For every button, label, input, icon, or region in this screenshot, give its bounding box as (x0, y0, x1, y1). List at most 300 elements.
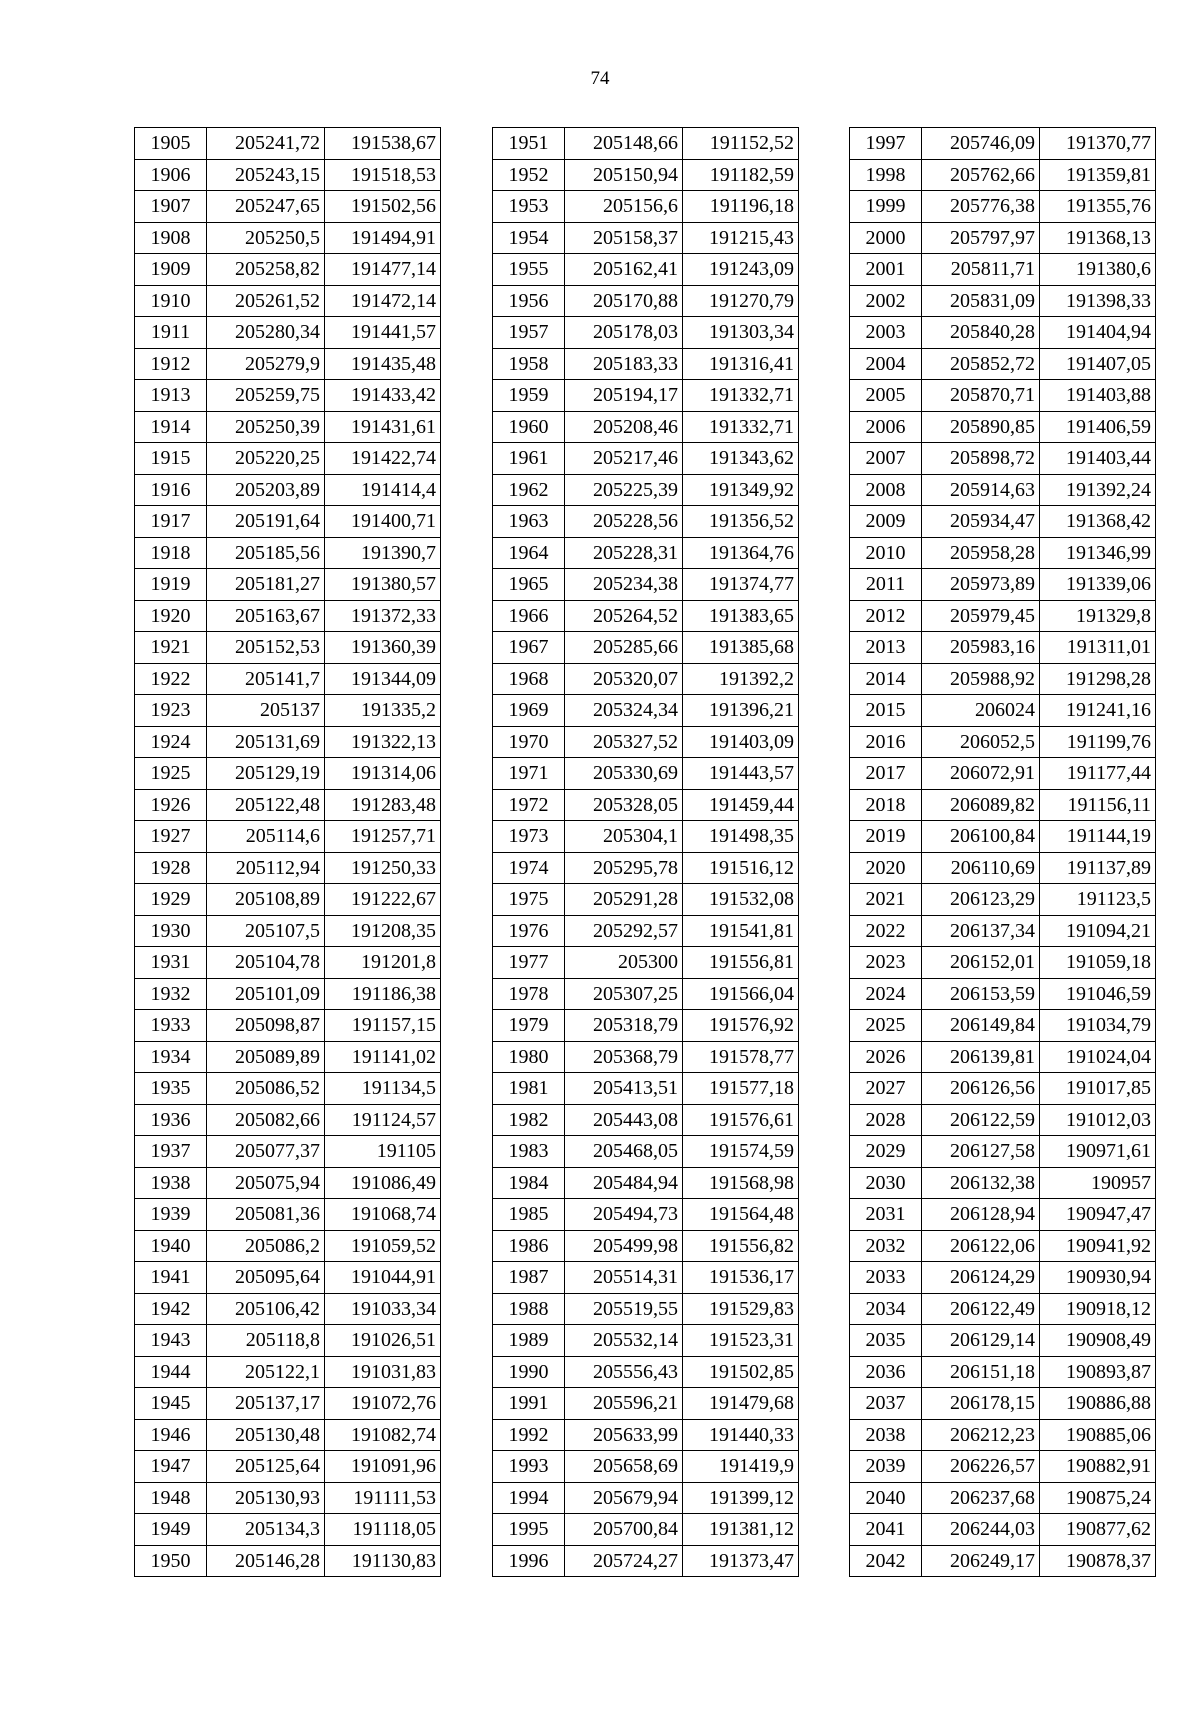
point-number-cell: 1922 (135, 663, 207, 695)
table-row (850, 1041, 1156, 1073)
y-coordinate-cell: 191118,05 (325, 1514, 441, 1546)
y-coordinate-cell: 191477,14 (325, 254, 441, 286)
y-coordinate-cell: 191130,83 (325, 1545, 441, 1577)
table-row (850, 1167, 1156, 1199)
y-coordinate-cell: 191392,24 (1040, 474, 1156, 506)
table-row (135, 1482, 441, 1514)
y-coordinate-cell: 191257,71 (325, 821, 441, 853)
point-number-cell: 1952 (493, 159, 565, 191)
y-coordinate-cell: 191199,76 (1040, 726, 1156, 758)
table-row (135, 947, 441, 979)
x-coordinate-cell: 205220,25 (207, 443, 325, 475)
x-coordinate-cell: 205098,87 (207, 1010, 325, 1042)
table-row (850, 600, 1156, 632)
table-row (850, 726, 1156, 758)
y-coordinate-cell: 191208,35 (325, 915, 441, 947)
point-number-cell: 1945 (135, 1388, 207, 1420)
table-row (850, 1356, 1156, 1388)
x-coordinate-cell: 205514,31 (565, 1262, 683, 1294)
x-coordinate-cell: 205130,48 (207, 1419, 325, 1451)
point-number-cell: 1957 (493, 317, 565, 349)
y-coordinate-cell: 191368,13 (1040, 222, 1156, 254)
point-number-cell: 2020 (850, 852, 922, 884)
point-number-cell: 1972 (493, 789, 565, 821)
y-coordinate-cell: 190875,24 (1040, 1482, 1156, 1514)
point-number-cell: 1910 (135, 285, 207, 317)
x-coordinate-cell: 205324,34 (565, 695, 683, 727)
x-coordinate-cell: 205095,64 (207, 1262, 325, 1294)
y-coordinate-cell: 191392,2 (683, 663, 799, 695)
y-coordinate-cell: 191576,61 (683, 1104, 799, 1136)
table-row (135, 600, 441, 632)
point-number-cell: 1987 (493, 1262, 565, 1294)
table-row (135, 852, 441, 884)
point-number-cell: 1978 (493, 978, 565, 1010)
point-number-cell: 1906 (135, 159, 207, 191)
y-coordinate-cell: 191134,5 (325, 1073, 441, 1105)
table-row (850, 1514, 1156, 1546)
point-number-cell: 2038 (850, 1419, 922, 1451)
y-coordinate-cell: 190908,49 (1040, 1325, 1156, 1357)
point-number-cell: 2008 (850, 474, 922, 506)
y-coordinate-cell: 191033,34 (325, 1293, 441, 1325)
y-coordinate-cell: 191243,09 (683, 254, 799, 286)
y-coordinate-cell: 191316,41 (683, 348, 799, 380)
x-coordinate-cell: 206153,59 (922, 978, 1040, 1010)
y-coordinate-cell: 190886,88 (1040, 1388, 1156, 1420)
x-coordinate-cell: 205292,57 (565, 915, 683, 947)
x-coordinate-cell: 205958,28 (922, 537, 1040, 569)
point-number-cell: 2019 (850, 821, 922, 853)
point-number-cell: 1942 (135, 1293, 207, 1325)
table-row (850, 695, 1156, 727)
y-coordinate-cell: 191403,44 (1040, 443, 1156, 475)
table-row (135, 663, 441, 695)
point-number-cell: 1996 (493, 1545, 565, 1577)
point-number-cell: 2034 (850, 1293, 922, 1325)
x-coordinate-cell: 205118,8 (207, 1325, 325, 1357)
table-row (850, 1073, 1156, 1105)
x-coordinate-cell: 205104,78 (207, 947, 325, 979)
point-number-cell: 1918 (135, 537, 207, 569)
x-coordinate-cell: 205250,39 (207, 411, 325, 443)
point-number-cell: 2042 (850, 1545, 922, 1577)
point-number-cell: 1953 (493, 191, 565, 223)
x-coordinate-cell: 205208,46 (565, 411, 683, 443)
x-coordinate-cell: 205134,3 (207, 1514, 325, 1546)
y-coordinate-cell: 191082,74 (325, 1419, 441, 1451)
point-number-cell: 1964 (493, 537, 565, 569)
x-coordinate-cell: 205162,41 (565, 254, 683, 286)
table-row (493, 569, 799, 601)
x-coordinate-cell: 205130,93 (207, 1482, 325, 1514)
table-row (493, 1419, 799, 1451)
table-row (850, 915, 1156, 947)
y-coordinate-cell: 191459,44 (683, 789, 799, 821)
point-number-cell: 2007 (850, 443, 922, 475)
x-coordinate-cell: 205307,25 (565, 978, 683, 1010)
table-row (850, 1388, 1156, 1420)
point-number-cell: 1934 (135, 1041, 207, 1073)
y-coordinate-cell: 191529,83 (683, 1293, 799, 1325)
point-number-cell: 1936 (135, 1104, 207, 1136)
point-number-cell: 1986 (493, 1230, 565, 1262)
point-number-cell: 1969 (493, 695, 565, 727)
y-coordinate-cell: 190941,92 (1040, 1230, 1156, 1262)
x-coordinate-cell: 205217,46 (565, 443, 683, 475)
x-coordinate-cell: 205075,94 (207, 1167, 325, 1199)
point-number-cell: 2031 (850, 1199, 922, 1231)
point-number-cell: 1932 (135, 978, 207, 1010)
point-number-cell: 1909 (135, 254, 207, 286)
point-number-cell: 1983 (493, 1136, 565, 1168)
y-coordinate-cell: 191385,68 (683, 632, 799, 664)
point-number-cell: 1970 (493, 726, 565, 758)
y-coordinate-cell: 191346,99 (1040, 537, 1156, 569)
table-row (493, 978, 799, 1010)
table-row (850, 474, 1156, 506)
point-number-cell: 1927 (135, 821, 207, 853)
table-row (850, 411, 1156, 443)
table-row (493, 537, 799, 569)
x-coordinate-cell: 206123,29 (922, 884, 1040, 916)
y-coordinate-cell: 191370,77 (1040, 128, 1156, 160)
x-coordinate-cell: 205852,72 (922, 348, 1040, 380)
point-number-cell: 1984 (493, 1167, 565, 1199)
x-coordinate-cell: 205979,45 (922, 600, 1040, 632)
table-row (135, 443, 441, 475)
y-coordinate-cell: 191182,59 (683, 159, 799, 191)
y-coordinate-cell: 191518,53 (325, 159, 441, 191)
x-coordinate-cell: 205840,28 (922, 317, 1040, 349)
x-coordinate-cell: 205259,75 (207, 380, 325, 412)
table-row (850, 285, 1156, 317)
point-number-cell: 1994 (493, 1482, 565, 1514)
point-number-cell: 1955 (493, 254, 565, 286)
x-coordinate-cell: 205156,6 (565, 191, 683, 223)
point-number-cell: 1929 (135, 884, 207, 916)
y-coordinate-cell: 191400,71 (325, 506, 441, 538)
y-coordinate-cell: 191031,83 (325, 1356, 441, 1388)
y-coordinate-cell: 191390,7 (325, 537, 441, 569)
table-row (135, 915, 441, 947)
table-row (850, 537, 1156, 569)
table-row (493, 884, 799, 916)
table-row (493, 852, 799, 884)
y-coordinate-cell: 191355,76 (1040, 191, 1156, 223)
table-row (135, 1167, 441, 1199)
point-number-cell: 1947 (135, 1451, 207, 1483)
table-row (135, 726, 441, 758)
table-row (135, 128, 441, 160)
x-coordinate-cell: 205089,89 (207, 1041, 325, 1073)
point-number-cell: 1973 (493, 821, 565, 853)
point-number-cell: 1956 (493, 285, 565, 317)
x-coordinate-cell: 206212,23 (922, 1419, 1040, 1451)
point-number-cell: 1912 (135, 348, 207, 380)
x-coordinate-cell: 205300 (565, 947, 683, 979)
y-coordinate-cell: 191215,43 (683, 222, 799, 254)
y-coordinate-cell: 191086,49 (325, 1167, 441, 1199)
x-coordinate-cell: 205658,69 (565, 1451, 683, 1483)
table-row (850, 1230, 1156, 1262)
table-row (493, 821, 799, 853)
x-coordinate-cell: 205250,5 (207, 222, 325, 254)
x-coordinate-cell: 206226,57 (922, 1451, 1040, 1483)
y-coordinate-cell: 191399,12 (683, 1482, 799, 1514)
table-row (493, 443, 799, 475)
x-coordinate-cell: 206089,82 (922, 789, 1040, 821)
y-coordinate-cell: 190957 (1040, 1167, 1156, 1199)
y-coordinate-cell: 191322,13 (325, 726, 441, 758)
x-coordinate-cell: 205368,79 (565, 1041, 683, 1073)
table-row (493, 1388, 799, 1420)
y-coordinate-cell: 191156,11 (1040, 789, 1156, 821)
table-row (135, 758, 441, 790)
point-number-cell: 1980 (493, 1041, 565, 1073)
y-coordinate-cell: 191403,09 (683, 726, 799, 758)
table-row (850, 254, 1156, 286)
table-row (850, 569, 1156, 601)
x-coordinate-cell: 205499,98 (565, 1230, 683, 1262)
table-row (135, 1419, 441, 1451)
x-coordinate-cell: 206249,17 (922, 1545, 1040, 1577)
point-number-cell: 1935 (135, 1073, 207, 1105)
x-coordinate-cell: 205532,14 (565, 1325, 683, 1357)
x-coordinate-cell: 206244,03 (922, 1514, 1040, 1546)
point-number-cell: 2013 (850, 632, 922, 664)
y-coordinate-cell: 191314,06 (325, 758, 441, 790)
y-coordinate-cell: 191380,6 (1040, 254, 1156, 286)
y-coordinate-cell: 191124,57 (325, 1104, 441, 1136)
y-coordinate-cell: 191433,42 (325, 380, 441, 412)
x-coordinate-cell: 205797,97 (922, 222, 1040, 254)
x-coordinate-cell: 205679,94 (565, 1482, 683, 1514)
table-row (850, 1199, 1156, 1231)
x-coordinate-cell: 206151,18 (922, 1356, 1040, 1388)
table-row (850, 852, 1156, 884)
point-number-cell: 1975 (493, 884, 565, 916)
x-coordinate-cell: 205468,05 (565, 1136, 683, 1168)
x-coordinate-cell: 205086,2 (207, 1230, 325, 1262)
point-number-cell: 1913 (135, 380, 207, 412)
x-coordinate-cell: 205776,38 (922, 191, 1040, 223)
y-coordinate-cell: 191332,71 (683, 380, 799, 412)
x-coordinate-cell: 205264,52 (565, 600, 683, 632)
x-coordinate-cell: 205746,09 (922, 128, 1040, 160)
table-row (135, 632, 441, 664)
table-row (493, 1262, 799, 1294)
point-number-cell: 2035 (850, 1325, 922, 1357)
point-number-cell: 1993 (493, 1451, 565, 1483)
x-coordinate-cell: 205327,52 (565, 726, 683, 758)
point-number-cell: 2018 (850, 789, 922, 821)
y-coordinate-cell: 191186,38 (325, 978, 441, 1010)
table-row (850, 1419, 1156, 1451)
point-number-cell: 2033 (850, 1262, 922, 1294)
y-coordinate-cell: 191329,8 (1040, 600, 1156, 632)
point-number-cell: 2040 (850, 1482, 922, 1514)
point-number-cell: 1915 (135, 443, 207, 475)
y-coordinate-cell: 191556,81 (683, 947, 799, 979)
table-row (850, 380, 1156, 412)
point-number-cell: 1967 (493, 632, 565, 664)
x-coordinate-cell: 205170,88 (565, 285, 683, 317)
y-coordinate-cell: 191440,33 (683, 1419, 799, 1451)
table-row (493, 947, 799, 979)
y-coordinate-cell: 191566,04 (683, 978, 799, 1010)
point-number-cell: 2001 (850, 254, 922, 286)
x-coordinate-cell: 205137 (207, 695, 325, 727)
x-coordinate-cell: 205183,33 (565, 348, 683, 380)
x-coordinate-cell: 206024 (922, 695, 1040, 727)
x-coordinate-cell: 205870,71 (922, 380, 1040, 412)
x-coordinate-cell: 205291,28 (565, 884, 683, 916)
y-coordinate-cell: 191332,71 (683, 411, 799, 443)
table-row (135, 380, 441, 412)
point-number-cell: 2015 (850, 695, 922, 727)
point-number-cell: 2000 (850, 222, 922, 254)
point-number-cell: 2036 (850, 1356, 922, 1388)
y-coordinate-cell: 191578,77 (683, 1041, 799, 1073)
table-row (493, 726, 799, 758)
x-coordinate-cell: 206110,69 (922, 852, 1040, 884)
x-coordinate-cell: 205890,85 (922, 411, 1040, 443)
table-row (850, 317, 1156, 349)
x-coordinate-cell: 205108,89 (207, 884, 325, 916)
table-row (135, 348, 441, 380)
point-number-cell: 1933 (135, 1010, 207, 1042)
point-number-cell: 1941 (135, 1262, 207, 1294)
point-number-cell: 1908 (135, 222, 207, 254)
y-coordinate-cell: 191577,18 (683, 1073, 799, 1105)
point-number-cell: 1971 (493, 758, 565, 790)
table-row (493, 1482, 799, 1514)
y-coordinate-cell: 191034,79 (1040, 1010, 1156, 1042)
point-number-cell: 2006 (850, 411, 922, 443)
x-coordinate-cell: 205280,34 (207, 317, 325, 349)
table-row (135, 1293, 441, 1325)
table-row (850, 128, 1156, 160)
point-number-cell: 1916 (135, 474, 207, 506)
x-coordinate-cell: 206124,29 (922, 1262, 1040, 1294)
table-row (135, 695, 441, 727)
table-row (493, 1325, 799, 1357)
x-coordinate-cell: 205150,94 (565, 159, 683, 191)
point-number-cell: 1959 (493, 380, 565, 412)
point-number-cell: 1921 (135, 632, 207, 664)
x-coordinate-cell: 205181,27 (207, 569, 325, 601)
point-number-cell: 2003 (850, 317, 922, 349)
table-row (135, 254, 441, 286)
x-coordinate-cell: 205228,56 (565, 506, 683, 538)
y-coordinate-cell: 191541,81 (683, 915, 799, 947)
y-coordinate-cell: 191532,08 (683, 884, 799, 916)
table-row (135, 222, 441, 254)
y-coordinate-cell: 191024,04 (1040, 1041, 1156, 1073)
x-coordinate-cell: 205320,07 (565, 663, 683, 695)
x-coordinate-cell: 205082,66 (207, 1104, 325, 1136)
table-row (850, 978, 1156, 1010)
x-coordinate-cell: 205484,94 (565, 1167, 683, 1199)
table-row (135, 1136, 441, 1168)
table-row (493, 600, 799, 632)
x-coordinate-cell: 206100,84 (922, 821, 1040, 853)
x-coordinate-cell: 205131,69 (207, 726, 325, 758)
x-coordinate-cell: 205318,79 (565, 1010, 683, 1042)
table-row (135, 285, 441, 317)
table-row (493, 285, 799, 317)
table-row (493, 1073, 799, 1105)
y-coordinate-cell: 190877,62 (1040, 1514, 1156, 1546)
x-coordinate-cell: 205081,36 (207, 1199, 325, 1231)
point-number-cell: 1950 (135, 1545, 207, 1577)
x-coordinate-cell: 205194,17 (565, 380, 683, 412)
y-coordinate-cell: 191479,68 (683, 1388, 799, 1420)
y-coordinate-cell: 191343,62 (683, 443, 799, 475)
point-number-cell: 1961 (493, 443, 565, 475)
x-coordinate-cell: 205241,72 (207, 128, 325, 160)
y-coordinate-cell: 191564,48 (683, 1199, 799, 1231)
coordinates-table-3 (849, 127, 1156, 1577)
table-row (850, 947, 1156, 979)
point-number-cell: 1981 (493, 1073, 565, 1105)
y-coordinate-cell: 191538,67 (325, 128, 441, 160)
table-row (135, 1073, 441, 1105)
table-row (493, 1104, 799, 1136)
table-row (135, 1041, 441, 1073)
y-coordinate-cell: 191443,57 (683, 758, 799, 790)
table-row (850, 1136, 1156, 1168)
y-coordinate-cell: 191419,9 (683, 1451, 799, 1483)
x-coordinate-cell: 206128,94 (922, 1199, 1040, 1231)
y-coordinate-cell: 191270,79 (683, 285, 799, 317)
table-row (850, 348, 1156, 380)
x-coordinate-cell: 205137,17 (207, 1388, 325, 1420)
table-row (135, 1325, 441, 1357)
coordinates-table-2 (492, 127, 799, 1577)
table-row (493, 222, 799, 254)
point-number-cell: 1976 (493, 915, 565, 947)
table-row (493, 695, 799, 727)
table-row (493, 506, 799, 538)
table-row (135, 1356, 441, 1388)
table-row (493, 1041, 799, 1073)
point-number-cell: 1997 (850, 128, 922, 160)
y-coordinate-cell: 191298,28 (1040, 663, 1156, 695)
y-coordinate-cell: 191177,44 (1040, 758, 1156, 790)
table-row (135, 821, 441, 853)
y-coordinate-cell: 190885,06 (1040, 1419, 1156, 1451)
point-number-cell: 2032 (850, 1230, 922, 1262)
x-coordinate-cell: 205122,48 (207, 789, 325, 821)
x-coordinate-cell: 205234,38 (565, 569, 683, 601)
point-number-cell: 1949 (135, 1514, 207, 1546)
point-number-cell: 1917 (135, 506, 207, 538)
x-coordinate-cell: 205934,47 (922, 506, 1040, 538)
y-coordinate-cell: 191123,5 (1040, 884, 1156, 916)
y-coordinate-cell: 190882,91 (1040, 1451, 1156, 1483)
x-coordinate-cell: 205112,94 (207, 852, 325, 884)
point-number-cell: 1958 (493, 348, 565, 380)
point-number-cell: 2030 (850, 1167, 922, 1199)
y-coordinate-cell: 191105 (325, 1136, 441, 1168)
y-coordinate-cell: 191472,14 (325, 285, 441, 317)
point-number-cell: 1974 (493, 852, 565, 884)
y-coordinate-cell: 191059,18 (1040, 947, 1156, 979)
y-coordinate-cell: 191494,91 (325, 222, 441, 254)
table-row (850, 443, 1156, 475)
